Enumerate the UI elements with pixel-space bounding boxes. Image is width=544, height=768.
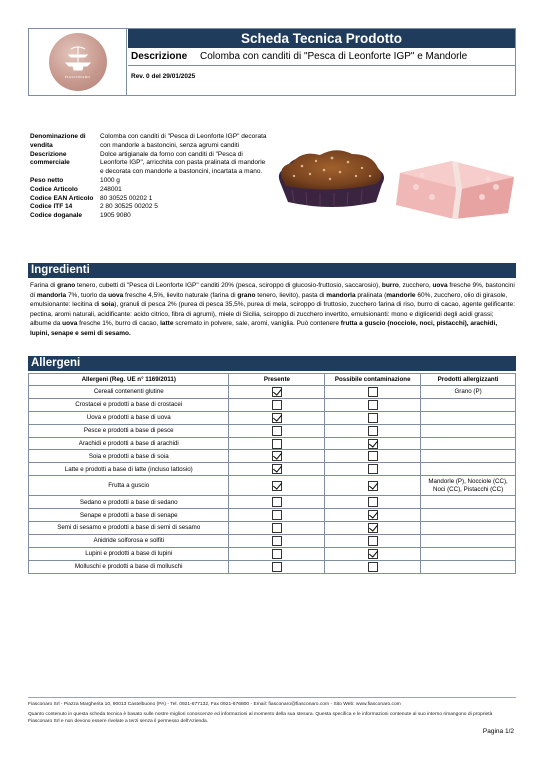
allergen-name: Soia e prodotti a base di soia	[29, 450, 229, 463]
allergen-row	[29, 437, 516, 450]
ingredient-text: fresche 4,5%, lievito naturale (farina di	[123, 291, 238, 299]
product-info-row	[30, 133, 270, 151]
present-checkbox[interactable]	[272, 510, 282, 520]
product-info-value: 80 30525 00202 1	[100, 194, 153, 202]
product-info-value: Colomba con canditi di "Pesca di Leonforte IGP" decorata con mandorle a bastoncini, senza agrumi canditi	[100, 133, 267, 149]
allergen-products	[421, 547, 516, 560]
allergen-name: Molluschi e prodotti a base di molluschi	[29, 560, 229, 573]
allergens-table	[28, 373, 516, 574]
allergen-highlight: uova	[108, 291, 124, 299]
present-checkbox[interactable]	[272, 387, 282, 397]
contamination-checkbox[interactable]	[368, 510, 378, 520]
allergen-highlight: mandorla	[326, 291, 356, 299]
present-checkbox[interactable]	[272, 562, 282, 572]
contamination-checkbox[interactable]	[368, 387, 378, 397]
present-cell	[229, 386, 325, 399]
present-cell	[229, 411, 325, 424]
present-checkbox[interactable]	[272, 400, 282, 410]
contamination-cell	[325, 496, 421, 509]
allergens-header-row	[29, 374, 516, 386]
allergen-name: Lupini e prodotti a base di lupini	[29, 547, 229, 560]
allergen-name: Arachidi e prodotti a base di arachidi	[29, 437, 229, 450]
document-header	[28, 28, 516, 96]
present-cell	[229, 509, 325, 522]
contamination-checkbox[interactable]	[368, 536, 378, 546]
allergen-row	[29, 398, 516, 411]
present-checkbox[interactable]	[272, 439, 282, 449]
product-info-value: 1905 9080	[100, 212, 131, 220]
product-info-value: 1000 g	[100, 176, 120, 184]
present-checkbox[interactable]	[272, 549, 282, 559]
contamination-checkbox[interactable]	[368, 464, 378, 474]
present-cell	[229, 547, 325, 560]
allergen-row	[29, 560, 516, 573]
allergen-highlight: uova	[432, 282, 448, 289]
product-info-row	[30, 177, 270, 186]
colomba-cake-image	[272, 146, 390, 214]
contamination-checkbox[interactable]	[368, 549, 378, 559]
footer-disclaimer: Quanto contenuto in questa scheda tecnica è basato sulle nostre migliori conoscenze ed informazioni al momento della sua stesura. Questa specifica e le informazioni contenute al suo interno rimangono di proprietà Fiasconaro Srl e non devono essere rivelate a terzi senza il permesso dell'Azienda.	[28, 712, 493, 724]
product-info-row	[30, 151, 270, 177]
allergen-row	[29, 496, 516, 509]
present-cell	[229, 463, 325, 476]
contamination-cell	[325, 522, 421, 535]
contamination-cell	[325, 450, 421, 463]
product-info-key: Codice ITF 14	[30, 203, 73, 211]
logo-cell	[29, 29, 127, 95]
footer-company-info: Fiasconaro Srl - Piazza Margherita 10, 90013 Castelbuono (PA) - Tel. 0921-677132, Fax 0921-676800 - Email: fiasconaro@fiasconaro.com - Sito Web: www.fiasconaro.com	[28, 702, 401, 707]
ingredient-text: , zucchero,	[398, 282, 433, 289]
ingredient-text: 7%, tuorlo da	[66, 291, 109, 299]
logo-wordmark: FIASCONARO	[64, 75, 91, 79]
ingredient-text: pralinata (	[355, 291, 387, 299]
allergen-highlight: soia	[101, 301, 115, 308]
header-present: Presente	[229, 374, 325, 386]
footer-divider	[28, 697, 516, 698]
product-info	[30, 133, 270, 221]
present-cell	[229, 398, 325, 411]
present-cell	[229, 424, 325, 437]
allergen-row	[29, 476, 516, 496]
ingredient-text: fresche 9%, bastoncini di	[30, 282, 515, 299]
product-info-row	[30, 186, 270, 195]
present-checkbox[interactable]	[272, 497, 282, 507]
allergen-name: Frutta a guscio	[29, 476, 229, 496]
allergen-row	[29, 463, 516, 476]
ingredients-title: Ingredienti	[28, 263, 516, 278]
fountain-icon	[49, 33, 107, 91]
contamination-cell	[325, 547, 421, 560]
product-info-value: 248001	[100, 185, 122, 193]
present-checkbox[interactable]	[272, 464, 282, 474]
contamination-cell	[325, 534, 421, 547]
ingredient-text: ), granuli di pesca 2% (purea di pesca 35,5%, purea di mela, sciroppo di fruttosio, zucchero farina di riso, burro di cacao, agente gelificante: pectina, aromi naturali, acidificante: acido citrico, fibra di agrumi), miele di Sicilia, sciroppo di zucchero invertito, emulsionanti: mono e digliceridi degli acidi grassi; albume da	[30, 301, 515, 327]
gift-box-image	[392, 157, 520, 219]
allergen-name: Sedano e prodotti a base di sedano	[29, 496, 229, 509]
product-info-key: Peso netto	[30, 176, 64, 184]
allergen-products: Mandorle (P), Nocciole (CC), Noci (CC), Pistacchi (CC)	[421, 476, 516, 496]
page-number: Pagina 1/2	[482, 728, 514, 735]
header-products: Prodotti allergizzanti	[421, 374, 516, 386]
product-info-row	[30, 195, 270, 204]
allergen-row	[29, 386, 516, 399]
allergen-row	[29, 450, 516, 463]
contamination-cell	[325, 463, 421, 476]
product-info-row	[30, 212, 270, 221]
product-info-value: 2 80 30525 00202 5	[100, 203, 158, 211]
ingredient-text: 60%, zucchero, olio di girasole, emulsionante: lecitina di	[30, 291, 508, 308]
contamination-checkbox[interactable]	[368, 481, 378, 491]
contamination-checkbox[interactable]	[368, 523, 378, 533]
allergen-name: Uova e prodotti a base di uova	[29, 411, 229, 424]
contamination-cell	[325, 437, 421, 450]
revision-info: Rev. 0 del 29/01/2025	[131, 73, 196, 80]
present-cell	[229, 560, 325, 573]
product-info-row	[30, 203, 270, 212]
allergen-products	[421, 398, 516, 411]
present-checkbox[interactable]	[272, 426, 282, 436]
allergen-products	[421, 450, 516, 463]
present-cell	[229, 534, 325, 547]
ingredients-text	[30, 281, 516, 338]
product-info-key: Codice doganale	[30, 212, 83, 220]
header-contamination: Possibile contaminazione	[325, 374, 421, 386]
document-title: Scheda Tecnica Prodotto	[128, 29, 515, 48]
ingredient-text: fresche 1%, burro di cacao,	[77, 320, 161, 327]
allergen-row	[29, 509, 516, 522]
present-checkbox[interactable]	[272, 481, 282, 491]
allergen-name: Semi di sesamo e prodotti a base di semi di sesamo	[29, 522, 229, 535]
allergen-row	[29, 534, 516, 547]
ingredient-text: Farina di	[30, 282, 58, 289]
product-info-key: Codice EAN Articolo	[30, 194, 94, 202]
contamination-checkbox[interactable]	[368, 497, 378, 507]
allergen-products	[421, 509, 516, 522]
contamination-checkbox[interactable]	[368, 439, 378, 449]
description-value: Colomba con canditi di "Pesca di Leonforte IGP" e Mandorle	[200, 51, 468, 62]
product-info-key: Codice Articolo	[30, 185, 78, 193]
allergen-name: Cereali contenenti glutine	[29, 386, 229, 399]
present-checkbox[interactable]	[272, 413, 282, 423]
contamination-checkbox[interactable]	[368, 400, 378, 410]
allergens-title: Allergeni	[28, 356, 516, 371]
header-allergen: Allergeni (Reg. UE n° 1169/2011)	[29, 374, 229, 386]
description-label: Descrizione	[131, 51, 188, 62]
contamination-checkbox[interactable]	[368, 413, 378, 423]
present-cell	[229, 496, 325, 509]
present-checkbox[interactable]	[272, 536, 282, 546]
allergen-products	[421, 411, 516, 424]
present-cell	[229, 437, 325, 450]
product-info-key: Denominazione di vendita	[30, 133, 86, 149]
contamination-cell	[325, 560, 421, 573]
contamination-cell	[325, 411, 421, 424]
allergen-highlight: grano	[57, 282, 76, 289]
allergen-highlight: grano	[237, 291, 256, 299]
contamination-checkbox[interactable]	[368, 562, 378, 572]
allergen-products	[421, 560, 516, 573]
ingredient-text: tenero, cubetti di "Pesca di Leonforte IGP" canditi 20% (pesca, sciroppo di glucosio-fruttosio, saccarosio),	[75, 282, 382, 289]
allergen-products: Grano (P)	[421, 386, 516, 399]
allergen-products	[421, 437, 516, 450]
contamination-cell	[325, 476, 421, 496]
ingredient-text: scremato in polvere, sale, aromi, vaniglia. Può contenere	[173, 320, 341, 327]
contamination-cell	[325, 398, 421, 411]
allergen-name: Pesce e prodotti a base di pesce	[29, 424, 229, 437]
allergen-name: Crostacei e prodotti a base di crostacei	[29, 398, 229, 411]
company-logo	[49, 33, 107, 91]
contamination-cell	[325, 424, 421, 437]
present-cell	[229, 522, 325, 535]
allergen-name: Latte e prodotti a base di latte (incluso lattosio)	[29, 463, 229, 476]
allergen-highlight: burro	[381, 282, 399, 289]
allergen-highlight: mandorle	[386, 291, 416, 299]
present-cell	[229, 476, 325, 496]
allergen-products	[421, 522, 516, 535]
allergen-row	[29, 522, 516, 535]
allergen-highlight: latte	[160, 320, 174, 327]
allergen-products	[421, 424, 516, 437]
allergen-name: Senape e prodotti a base di senape	[29, 509, 229, 522]
present-cell	[229, 450, 325, 463]
product-info-value: Dolce artigianale da forno con canditi di "Pesca di Leonforte IGP", arricchita con pasta pralinata di mandorle e decorata con mandorle a bastoncini, incartata a mano.	[100, 150, 266, 176]
allergen-products	[421, 496, 516, 509]
allergen-row	[29, 547, 516, 560]
allergen-products	[421, 463, 516, 476]
allergen-row	[29, 424, 516, 437]
present-checkbox[interactable]	[272, 451, 282, 461]
allergen-highlight: mandorla	[36, 291, 67, 299]
description-row	[128, 48, 515, 66]
present-checkbox[interactable]	[272, 523, 282, 533]
contamination-checkbox[interactable]	[368, 451, 378, 461]
allergen-name: Anidride solforosa e solfiti	[29, 534, 229, 547]
contamination-checkbox[interactable]	[368, 426, 378, 436]
allergen-row	[29, 411, 516, 424]
contamination-cell	[325, 386, 421, 399]
allergen-highlight: frutta a guscio (nocciole, noci, pistacchi), arachidi, lupini, senape e semi di sesamo.	[30, 320, 498, 337]
allergen-products	[421, 534, 516, 547]
product-info-key: Descrizione commerciale	[30, 150, 70, 167]
ingredient-text: tenero, lievito), pasta di	[255, 291, 327, 299]
allergen-highlight: uova	[62, 320, 78, 327]
contamination-cell	[325, 509, 421, 522]
